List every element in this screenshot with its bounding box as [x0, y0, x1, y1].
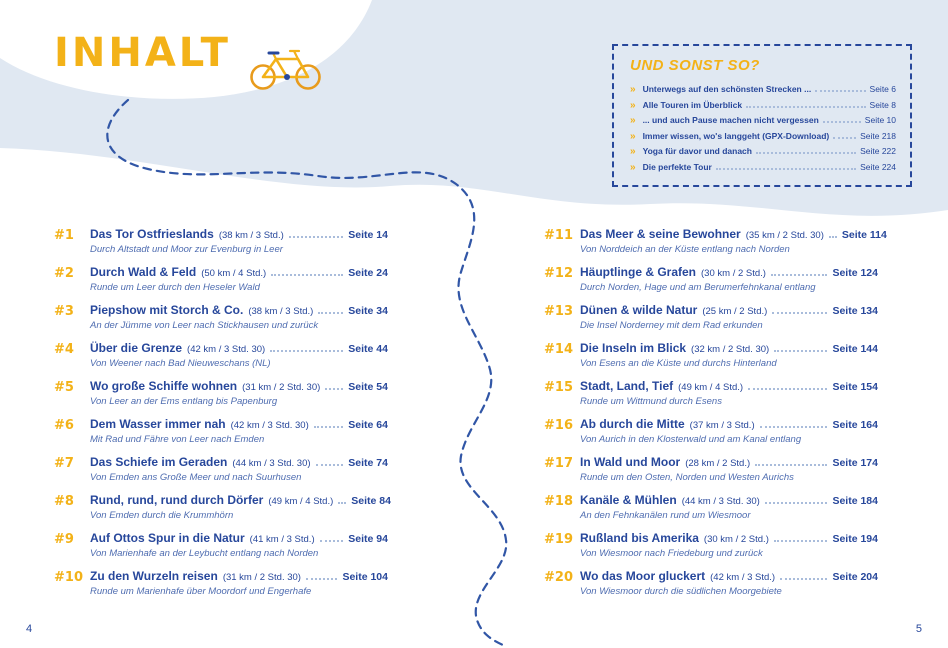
dotted-leader [316, 457, 344, 466]
tour-number: #9 [54, 532, 74, 547]
tour-entry[interactable] [54, 303, 388, 341]
tour-subtitle: Von Leer an der Ems entlang bis Papenburg [90, 396, 278, 407]
tour-distance-duration: (32 km / 2 Std. 30) [691, 344, 770, 355]
extras-item-page-ref: Seite 218 [860, 130, 896, 141]
tour-subtitle: Runde um den Osten, Norden und Westen Aurichs [580, 472, 794, 483]
tour-subtitle: Von Emden ans Große Meer und nach Suurhusen [90, 472, 302, 483]
tour-page-ref: Seite 64 [348, 419, 388, 431]
dotted-leader [289, 229, 344, 238]
tour-entry[interactable] [54, 379, 388, 417]
tour-distance-duration: (31 km / 2 Std. 30) [242, 382, 321, 393]
tour-number: #12 [544, 266, 573, 281]
tour-page-ref: Seite 144 [832, 343, 878, 355]
tour-page-ref: Seite 124 [832, 267, 878, 279]
tour-title-line [580, 379, 878, 393]
tour-title: Ab durch die Mitte [580, 417, 685, 431]
tour-distance-duration: (31 km / 2 Std. 30) [222, 572, 301, 583]
tour-distance-duration: (28 km / 2 Std.) [685, 458, 751, 469]
tour-title: Piepshow mit Storch & Co. [90, 303, 244, 317]
tour-entry[interactable] [544, 227, 887, 265]
tour-subtitle: Von Wiesmoor nach Friedeburg und zurück [580, 548, 763, 559]
tour-page-ref: Seite 24 [348, 267, 388, 279]
tour-body [90, 303, 388, 331]
extras-item[interactable] [630, 98, 896, 114]
tour-number: #13 [544, 304, 573, 319]
tour-subtitle: Von Weener nach Bad Nieuweschans (NL) [90, 358, 271, 369]
double-chevron-icon: » [630, 115, 636, 126]
tour-page-ref: Seite 174 [832, 457, 878, 469]
tour-title-line [90, 455, 388, 469]
tour-distance-duration: (50 km / 4 Std.) [201, 268, 267, 279]
tour-subtitle: An der Jümme von Leer nach Stickhausen und zurück [90, 320, 319, 331]
tour-distance-duration: (25 km / 2 Std.) [702, 306, 768, 317]
extras-item-page-ref: Seite 222 [860, 146, 896, 156]
dotted-leader [756, 146, 856, 154]
tour-list-right [544, 227, 887, 607]
tour-page-ref: Seite 134 [832, 305, 878, 317]
tour-entry[interactable] [54, 341, 388, 379]
tour-body [90, 417, 388, 445]
tour-subtitle: Von Esens an die Küste und durchs Hinterland [580, 358, 777, 369]
tour-body [90, 531, 388, 559]
tour-title: Zu den Wurzeln reisen [90, 569, 218, 583]
tour-entry[interactable] [544, 493, 878, 531]
tour-body [90, 493, 391, 521]
tour-title: Auf Ottos Spur in die Natur [90, 531, 245, 545]
tour-title: Rund, rund, rund durch Dörfer [90, 493, 264, 507]
tour-distance-duration: (41 km / 3 Std.) [249, 534, 315, 545]
tour-title-line [580, 569, 878, 583]
tour-body [580, 265, 878, 293]
tour-entry[interactable] [544, 417, 878, 455]
tour-title-line [90, 303, 388, 317]
tour-title-line [90, 265, 388, 279]
dotted-leader [823, 115, 861, 123]
tour-page-ref: Seite 204 [832, 571, 878, 583]
tour-title: Das Meer & seine Bewohner [580, 227, 741, 241]
tour-number: #8 [54, 494, 74, 509]
extras-item[interactable] [630, 160, 896, 176]
tour-title: Über die Grenze [90, 341, 183, 355]
tour-number: #18 [544, 494, 573, 509]
extras-item[interactable] [630, 129, 896, 145]
tour-page-ref: Seite 34 [348, 305, 388, 317]
tour-title-line [580, 341, 878, 355]
dotted-leader [755, 457, 827, 466]
double-chevron-icon: » [630, 146, 636, 157]
tour-entry[interactable] [54, 493, 391, 531]
extras-item-label: Unterwegs auf den schönsten Strecken ... [642, 84, 812, 94]
tour-subtitle: Von Emden durch die Krummhörn [90, 510, 234, 521]
tour-number: #3 [54, 304, 74, 319]
tour-body [90, 569, 388, 597]
tour-number: #11 [544, 228, 573, 243]
dotted-leader [760, 419, 828, 428]
tour-subtitle: Von Marienhafe an der Leybucht entlang nach Norden [90, 548, 319, 559]
tour-number: #4 [54, 342, 74, 357]
tour-page-ref: Seite 94 [348, 533, 388, 545]
extras-item[interactable] [630, 113, 896, 129]
tour-number: #15 [544, 380, 573, 395]
dotted-leader [780, 571, 827, 580]
tour-distance-duration: (44 km / 3 Std. 30) [681, 496, 760, 507]
tour-title: Wo große Schiffe wohnen [90, 379, 238, 393]
tour-subtitle: Von Aurich in den Klosterwald und am Kanal entlang [580, 434, 802, 445]
tour-distance-duration: (42 km / 3 Std. 30) [187, 344, 266, 355]
tour-distance-duration: (38 km / 3 Std.) [248, 306, 314, 317]
tour-distance-duration: (49 km / 4 Std.) [268, 496, 334, 507]
tour-number: #19 [544, 532, 573, 547]
extras-item-label: Yoga für davor und danach [642, 146, 752, 156]
tour-entry[interactable] [544, 341, 878, 379]
tour-entry[interactable] [54, 569, 388, 607]
page-title: INHALT [54, 30, 231, 76]
dotted-leader [746, 100, 865, 108]
tour-page-ref: Seite 164 [832, 419, 878, 431]
extras-item-page-ref: Seite 10 [864, 115, 896, 125]
dotted-leader [320, 533, 344, 542]
extras-item-label: ... und auch Pause machen nicht vergessen [642, 115, 819, 125]
tour-page-ref: Seite 104 [342, 571, 388, 583]
dotted-leader [829, 229, 837, 238]
tour-title-line [90, 341, 388, 355]
tour-body [90, 265, 388, 293]
tour-distance-duration: (44 km / 3 Std. 30) [232, 458, 311, 469]
tour-title-line [580, 227, 887, 241]
dotted-leader [774, 533, 828, 542]
tour-title: Rußland bis Amerika [580, 531, 699, 545]
tour-entry[interactable] [544, 303, 878, 341]
tour-title: Durch Wald & Feld [90, 265, 197, 279]
double-chevron-icon: » [630, 99, 636, 111]
dotted-leader [833, 131, 856, 139]
tour-body [90, 341, 388, 369]
tour-entry[interactable] [544, 455, 878, 493]
tour-number: #16 [544, 418, 573, 433]
tour-title: Die Inseln im Blick [580, 341, 687, 355]
tour-distance-duration: (42 km / 3 Std.) [710, 572, 776, 583]
tour-entry[interactable] [544, 531, 878, 569]
tour-title: Das Schiefe im Geraden [90, 455, 228, 469]
tour-page-ref: Seite 114 [841, 229, 887, 241]
left-page-number: 4 [26, 623, 33, 635]
tour-distance-duration: (30 km / 2 Std.) [701, 268, 766, 279]
tour-entry[interactable] [54, 417, 388, 455]
tour-entry[interactable] [54, 455, 388, 493]
dotted-leader [270, 343, 343, 352]
dotted-leader [748, 381, 827, 390]
tour-subtitle: Die Insel Norderney mit dem Rad erkunden [580, 320, 763, 331]
tour-page-ref: Seite 54 [348, 381, 388, 393]
extras-item-label: Immer wissen, wo's langgeht (GPX-Download) [642, 130, 830, 141]
dotted-leader [815, 84, 865, 92]
tour-title: Dünen & wilde Natur [580, 303, 698, 317]
double-chevron-icon: » [630, 84, 636, 95]
dotted-leader [772, 305, 827, 314]
dotted-leader [271, 267, 343, 276]
tour-page-ref: Seite 74 [348, 457, 388, 469]
extras-item[interactable] [630, 144, 896, 160]
tour-body [580, 455, 878, 483]
dotted-leader [774, 343, 827, 352]
tour-title: Das Tor Ostfrieslands [90, 227, 214, 241]
tour-title-line [90, 379, 388, 393]
tour-number: #6 [54, 418, 74, 433]
tour-page-ref: Seite 84 [351, 495, 391, 507]
tour-page-ref: Seite 14 [348, 229, 388, 241]
tour-entry[interactable] [544, 379, 878, 417]
tour-entry[interactable] [54, 531, 388, 569]
double-chevron-icon: » [630, 161, 636, 173]
tour-title-line [90, 531, 388, 545]
tour-body [580, 341, 878, 369]
dotted-leader [318, 305, 343, 314]
tour-title-line [580, 303, 878, 317]
dotted-leader [306, 571, 337, 580]
tour-distance-duration: (42 km / 3 Std. 30) [230, 420, 309, 431]
extras-item[interactable] [630, 82, 896, 98]
tour-distance-duration: (49 km / 4 Std.) [678, 382, 744, 393]
right-page-number: 5 [915, 623, 922, 635]
extras-item-label: Alle Touren im Überblick [642, 99, 743, 110]
tour-title-line [90, 227, 388, 241]
tour-body [90, 227, 388, 255]
tour-number: #20 [544, 570, 573, 585]
tour-body [90, 455, 388, 483]
tour-title: Kanäle & Mühlen [580, 493, 677, 507]
tour-number: #10 [54, 570, 83, 585]
tour-subtitle: Runde um Leer durch den Heseler Wald [90, 282, 260, 293]
tour-page-ref: Seite 154 [832, 381, 878, 393]
tour-title-line [580, 265, 878, 279]
tour-subtitle: Von Wiesmoor durch die südlichen Moorgebiete [580, 586, 782, 597]
tour-title: Wo das Moor gluckert [580, 569, 706, 583]
tour-title-line [90, 417, 388, 431]
tour-body [580, 493, 878, 521]
tour-title-line [90, 569, 388, 583]
extras-box-title: UND SONST SO? [630, 57, 760, 74]
dotted-leader [314, 419, 344, 428]
dotted-leader [325, 381, 343, 390]
dotted-leader [716, 162, 856, 170]
extras-item-label: Die perfekte Tour [642, 161, 712, 172]
tour-body [580, 303, 878, 331]
tour-title-line [580, 531, 878, 545]
tour-entry[interactable] [544, 569, 878, 607]
tour-title-line [580, 455, 878, 469]
tour-title: Häuptlinge & Grafen [580, 265, 697, 279]
tour-entry[interactable] [54, 227, 388, 265]
tour-subtitle: Runde um Wittmund durch Esens [580, 396, 722, 407]
tour-distance-duration: (37 km / 3 Std.) [689, 420, 755, 431]
tour-title-line [580, 417, 878, 431]
tour-distance-duration: (30 km / 2 Std.) [703, 534, 769, 545]
tour-body [580, 531, 878, 559]
tour-title: In Wald und Moor [580, 455, 681, 469]
tour-number: #14 [544, 342, 573, 357]
tour-title: Dem Wasser immer nah [90, 417, 226, 431]
tour-page-ref: Seite 184 [832, 495, 878, 507]
extras-box [612, 44, 912, 187]
dotted-leader [771, 267, 828, 276]
extras-item-page-ref: Seite 8 [869, 99, 896, 110]
tour-list-left [54, 227, 391, 607]
extras-item-page-ref: Seite 224 [860, 161, 896, 172]
tour-page-ref: Seite 44 [348, 343, 388, 355]
tour-title-line [580, 493, 878, 507]
tour-number: #1 [54, 228, 74, 243]
tour-subtitle: Von Norddeich an der Küste entlang nach Norden [580, 244, 790, 255]
extras-item-page-ref: Seite 6 [869, 84, 896, 94]
double-chevron-icon: » [630, 130, 636, 142]
tour-body [90, 379, 388, 407]
dotted-leader [338, 495, 346, 504]
tour-number: #2 [54, 266, 74, 281]
tour-body [580, 227, 887, 255]
tour-entry[interactable] [54, 265, 388, 303]
tour-subtitle: Runde um Marienhafe über Moordorf und Engerhafe [90, 586, 312, 597]
tour-body [580, 417, 878, 445]
tour-title: Stadt, Land, Tief [580, 379, 674, 393]
tour-distance-duration: (38 km / 3 Std.) [218, 230, 284, 241]
tour-subtitle: Durch Norden, Hage und am Berumerfehnkanal entlang [580, 282, 816, 293]
tour-number: #7 [54, 456, 74, 471]
tour-subtitle: Durch Altstadt und Moor zur Evenburg in Leer [90, 244, 283, 255]
tour-distance-duration: (35 km / 2 Std. 30) [745, 230, 824, 241]
tour-subtitle: Mit Rad und Fähre von Leer nach Emden [90, 434, 265, 445]
tour-number: #5 [54, 380, 74, 395]
tour-entry[interactable] [544, 265, 878, 303]
tour-subtitle: An den Fehnkanälen rund um Wiesmoor [580, 510, 751, 521]
tour-title-line [90, 493, 391, 507]
tour-number: #17 [544, 456, 573, 471]
dotted-leader [765, 495, 828, 504]
tour-body [580, 379, 878, 407]
tour-page-ref: Seite 194 [832, 533, 878, 545]
tour-body [580, 569, 878, 597]
bicycle-icon [246, 40, 326, 92]
